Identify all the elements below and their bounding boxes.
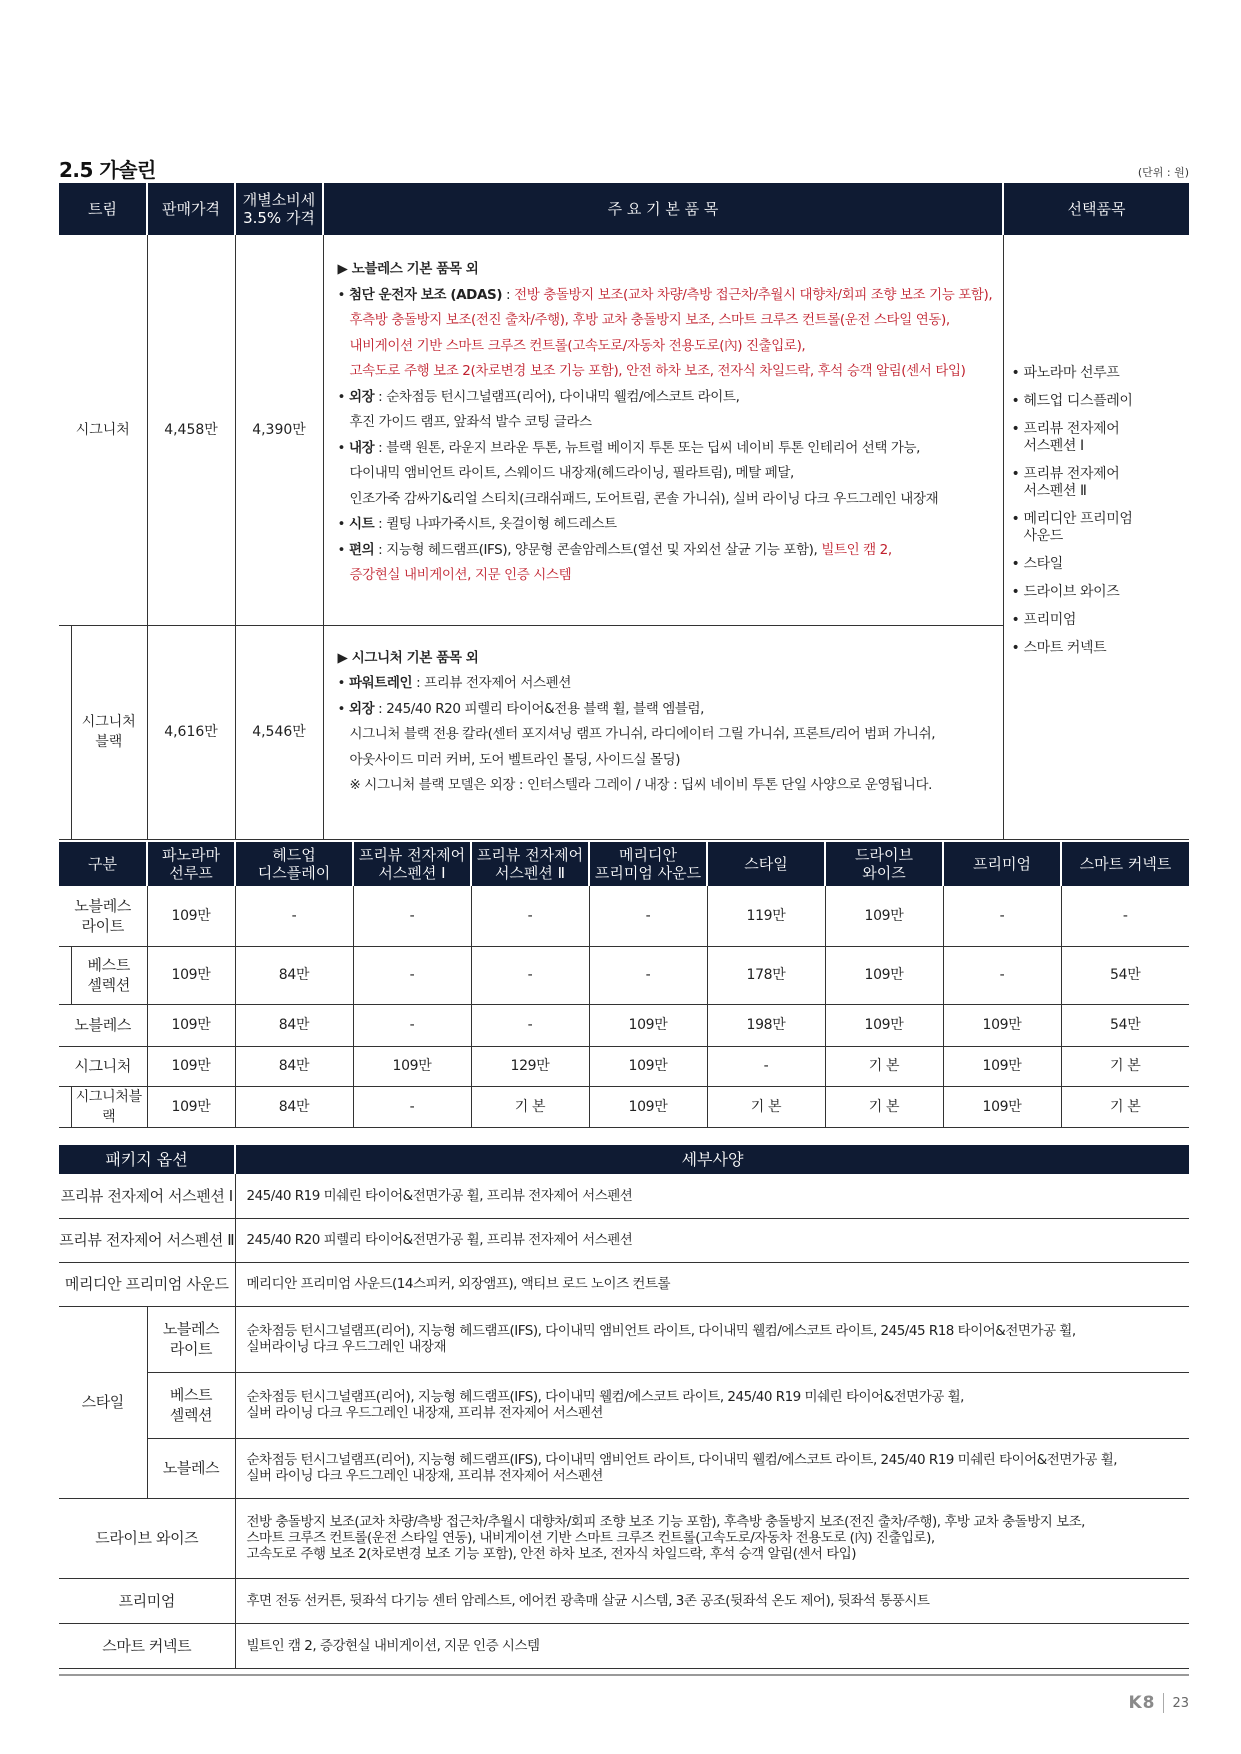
price-cell: 기 본 bbox=[707, 1086, 825, 1127]
price-cell: 109만 bbox=[943, 1046, 1061, 1086]
price-cell: 84만 bbox=[235, 1046, 353, 1086]
list-item: • 스타일 bbox=[1011, 556, 1063, 572]
list-item: • 프리미엄 bbox=[1011, 612, 1076, 628]
table-row bbox=[59, 1004, 1189, 1046]
options-list bbox=[1003, 235, 1189, 839]
table-row bbox=[59, 1372, 1189, 1438]
brand-logo: K8 bbox=[1128, 1693, 1164, 1713]
price-cell: - bbox=[353, 946, 471, 1004]
table-row bbox=[59, 1046, 1189, 1086]
trim-name: 시그니처 bbox=[59, 235, 147, 625]
price-cell: 109만 bbox=[825, 1004, 943, 1046]
package-detail: 순차점등 턴시그널램프(리어), 지능형 헤드램프(IFS), 다이내믹 웰컴/에스코트 라이트, 245/40 R19 미쉐린 타이어&전면가공 휠, 실버 라이닝 다크 우드그레인 내장재, 프리뷰 전자제어 서스펜션 bbox=[235, 1372, 1189, 1438]
col-ec-price: 개별소비세 3.5% 가격 bbox=[235, 183, 323, 235]
col-options: 선택품목 bbox=[1003, 183, 1189, 235]
price-cell: 109만 bbox=[147, 1004, 235, 1046]
page-number: 23 bbox=[1172, 1695, 1189, 1711]
table-row bbox=[59, 886, 1189, 946]
table-row bbox=[59, 1498, 1189, 1578]
package-name: 프리뷰 전자제어 서스펜션 Ⅰ bbox=[59, 1174, 235, 1218]
package-name: 스타일 bbox=[59, 1306, 147, 1498]
trim-price: 4,616만 bbox=[147, 625, 235, 839]
col-meridian: 메리디안 프리미엄 사운드 bbox=[589, 842, 707, 886]
price-cell: 109만 bbox=[943, 1004, 1061, 1046]
price-cell: 기 본 bbox=[471, 1086, 589, 1127]
price-cell: 기 본 bbox=[825, 1086, 943, 1127]
list-item: • 프리뷰 전자제어 서스펜션 Ⅱ bbox=[1011, 466, 1120, 499]
table-row bbox=[59, 1578, 1189, 1623]
trim-table bbox=[59, 183, 1189, 840]
package-detail: 245/40 R20 피렐리 타이어&전면가공 휠, 프리뷰 전자제어 서스펜션 bbox=[235, 1218, 1189, 1262]
table-row bbox=[59, 1086, 1189, 1127]
package-name: 프리뷰 전자제어 서스펜션 Ⅱ bbox=[59, 1218, 235, 1262]
price-cell: - bbox=[943, 886, 1061, 946]
price-cell: 119만 bbox=[707, 886, 825, 946]
price-cell: 129만 bbox=[471, 1046, 589, 1086]
price-cell: - bbox=[235, 886, 353, 946]
price-cell: 109만 bbox=[353, 1046, 471, 1086]
col-premium: 프리미엄 bbox=[943, 842, 1061, 886]
col-style: 스타일 bbox=[707, 842, 825, 886]
option-price-table bbox=[59, 842, 1189, 1128]
price-cell: 54만 bbox=[1061, 946, 1189, 1004]
list-item: • 메리디안 프리미엄 사운드 bbox=[1011, 511, 1133, 544]
list-item: • 스마트 커넥트 bbox=[1011, 640, 1107, 656]
option-price-header bbox=[59, 842, 1189, 886]
price-cell: - bbox=[707, 1046, 825, 1086]
table-row bbox=[59, 235, 1189, 625]
package-detail: 빌트인 캠 2, 증강현실 내비게이션, 지문 인증 시스템 bbox=[235, 1623, 1189, 1668]
price-cell: - bbox=[471, 1004, 589, 1046]
table-row bbox=[59, 1306, 1189, 1372]
package-sub-name: 노블레스 라이트 bbox=[147, 1306, 235, 1372]
unit-label: (단위 : 원) bbox=[1137, 166, 1189, 179]
list-item: • 헤드업 디스플레이 bbox=[1011, 393, 1133, 409]
price-cell: 기 본 bbox=[825, 1046, 943, 1086]
package-sub-name: 노블레스 bbox=[147, 1438, 235, 1498]
trim-features: ▶ 시그니처 기본 품목 외 • 파워트레인 : 프리뷰 전자제어 서스펜션 • 외장 : 245/40 R20 피렐리 타이어&전용 블랙 휠, 블랙 엠블럼, 시그니처 블랙 전용 칼라(센터 포지셔닝 램프 가니쉬, 라디에이터 그릴 가니쉬, 프론트/리어 범퍼 가니쉬, 아웃사이드 미러 커버, 도어 벨트라인 몰딩, 사이드실 몰딩) ※ 시그니처 블랙 모델은 외장 : 인터스텔라 그레이 / 내장 : 딥씨 네이비 투톤 단일 사양으로 운영됩니다. bbox=[323, 625, 1003, 839]
trim-price: 4,458만 bbox=[147, 235, 235, 625]
package-detail: 전방 충돌방지 보조(교차 차량/측방 접근차/추월시 대향차/회피 조향 보조 기능 포함), 후측방 충돌방지 보조(전진 출차/주행), 후방 교차 충돌방지 보조, 스마트 크루즈 컨트롤(운전 스타일 연동), 내비게이션 기반 스마트 크루즈 컨트롤(고속도로/자동차 전용도로 (內) 진출입로), 고속도로 주행 보조 2(차로변경 보조 기능 포함), 안전 하차 보조, 전자식 차일드락, 후석 승객 알림(센서 타입) bbox=[235, 1498, 1189, 1578]
trim-name: 시그니처 블랙 bbox=[59, 625, 147, 839]
row-label: 노블레스 라이트 bbox=[59, 886, 147, 946]
package-name: 프리미엄 bbox=[59, 1578, 235, 1623]
price-cell: 109만 bbox=[825, 886, 943, 946]
price-cell: 109만 bbox=[589, 1046, 707, 1086]
price-cell: - bbox=[353, 1086, 471, 1127]
price-cell: 109만 bbox=[147, 886, 235, 946]
price-cell: 기 본 bbox=[1061, 1046, 1189, 1086]
package-name: 스마트 커넥트 bbox=[59, 1623, 235, 1668]
price-cell: 54만 bbox=[1061, 1004, 1189, 1046]
table-row bbox=[59, 1623, 1189, 1668]
price-cell: 84만 bbox=[235, 1086, 353, 1127]
price-cell: - bbox=[1061, 886, 1189, 946]
price-cell: 109만 bbox=[147, 1086, 235, 1127]
package-detail: 후면 전동 선커튼, 뒷좌석 다기능 센터 암레스트, 에어컨 광촉매 살균 시스템, 3존 공조(뒷좌석 온도 제어), 뒷좌석 통풍시트 bbox=[235, 1578, 1189, 1623]
row-label: 노블레스 bbox=[59, 1004, 147, 1046]
price-cell: 109만 bbox=[589, 1086, 707, 1127]
price-cell: 109만 bbox=[825, 946, 943, 1004]
price-cell: - bbox=[589, 946, 707, 1004]
trim-features: ▶ 노블레스 기본 품목 외 • 첨단 운전자 보조 (ADAS) : 전방 충돌방지 보조(교차 차량/측방 접근차/추월시 대향차/회피 조향 보조 기능 포함), 후측방 충돌방지 보조(전진 출차/주행), 후방 교차 충돌방지 보조, 스마트 크루즈 컨트롤(운전 스타일 연동), 내비게이션 기반 스마트 크루즈 컨트롤(고속도로/자동차 전용도로(內) 진출입로), 고속도로 주행 보조 2(차로변경 보조 기능 포함), 안전 하차 보조, 전자식 차일드락, 후석 승객 알림(센서 타입) • 외장 : 순차점등 턴시그널램프(리어), 다이내믹 웰컴/에스코트 라이트, 후진 가이드 램프, 앞좌석 발수 코팅 글라스 • 내장 : 블랙 원톤, 라운지 브라운 투톤, 뉴트럴 베이지 투톤 또는 딥씨 네이비 투톤 인테리어 선택 가능, 다이내믹 앰비언트 라이트, 스웨이드 내장재(헤드라이닝, 필라트림), 메탈 페달, 인조가죽 감싸기&리얼 스티치(크래쉬패드, 도어트림, 콘솔 가니쉬), 실버 라이닝 다크 우드그레인 내장재 • 시트 : 퀼팅 나파가죽시트, 옷걸이형 헤드레스트 • 편의 : 지능형 헤드램프(IFS), 양문형 콘솔암레스트(열선 및 자외선 살균 기능 포함), 빌트인 캠 2, 증강현실 내비게이션, 지문 인증 시스템 bbox=[323, 235, 1003, 625]
col-category: 구분 bbox=[59, 842, 147, 886]
price-cell: - bbox=[471, 886, 589, 946]
col-panorama: 파노라마 선루프 bbox=[147, 842, 235, 886]
col-price: 판매가격 bbox=[147, 183, 235, 235]
row-label: 시그니처 bbox=[59, 1046, 147, 1086]
price-cell: - bbox=[471, 946, 589, 1004]
trim-ec-price: 4,546만 bbox=[235, 625, 323, 839]
table-row bbox=[59, 946, 1189, 1004]
list-item: • 파노라마 선루프 bbox=[1011, 365, 1120, 381]
package-header bbox=[59, 1145, 1189, 1174]
footer-divider bbox=[59, 1674, 1189, 1676]
table-row bbox=[59, 1174, 1189, 1218]
price-cell: 109만 bbox=[589, 1004, 707, 1046]
col-smart-connect: 스마트 커넥트 bbox=[1061, 842, 1189, 886]
section-title: 2.5 가솔린 bbox=[59, 158, 156, 182]
table-row bbox=[59, 1262, 1189, 1306]
package-sub-name: 베스트 셀렉션 bbox=[147, 1372, 235, 1438]
col-package: 패키지 옵션 bbox=[59, 1145, 235, 1174]
price-cell: 198만 bbox=[707, 1004, 825, 1046]
price-cell: 178만 bbox=[707, 946, 825, 1004]
package-name: 메리디안 프리미엄 사운드 bbox=[59, 1262, 235, 1306]
features-heading: ▶ 노블레스 기본 품목 외 bbox=[337, 261, 479, 277]
col-suspension-1: 프리뷰 전자제어 서스펜션 Ⅰ bbox=[353, 842, 471, 886]
row-label: 시그니처블랙 bbox=[59, 1086, 147, 1127]
row-label: 베스트 셀렉션 bbox=[59, 946, 147, 1004]
trim-ec-price: 4,390만 bbox=[235, 235, 323, 625]
price-cell: 84만 bbox=[235, 1004, 353, 1046]
package-table bbox=[59, 1145, 1189, 1669]
price-cell: 84만 bbox=[235, 946, 353, 1004]
list-item: • 드라이브 와이즈 bbox=[1011, 584, 1120, 600]
table-row bbox=[59, 1218, 1189, 1262]
col-hud: 헤드업 디스플레이 bbox=[235, 842, 353, 886]
section-header bbox=[59, 150, 1189, 180]
price-cell: 109만 bbox=[147, 1046, 235, 1086]
price-cell: - bbox=[943, 946, 1061, 1004]
price-cell: 기 본 bbox=[1061, 1086, 1189, 1127]
package-detail: 245/40 R19 미쉐린 타이어&전면가공 휠, 프리뷰 전자제어 서스펜션 bbox=[235, 1174, 1189, 1218]
price-cell: 109만 bbox=[147, 946, 235, 1004]
price-cell: - bbox=[353, 1004, 471, 1046]
price-cell: - bbox=[353, 886, 471, 946]
package-name: 드라이브 와이즈 bbox=[59, 1498, 235, 1578]
col-suspension-2: 프리뷰 전자제어 서스펜션 Ⅱ bbox=[471, 842, 589, 886]
col-detail: 세부사양 bbox=[235, 1145, 1189, 1174]
table-row bbox=[59, 1438, 1189, 1498]
col-drive-wise: 드라이브 와이즈 bbox=[825, 842, 943, 886]
price-cell: - bbox=[589, 886, 707, 946]
price-cell: 109만 bbox=[943, 1086, 1061, 1127]
col-main-items: 주 요 기 본 품 목 bbox=[323, 183, 1003, 235]
features-heading: ▶ 시그니처 기본 품목 외 bbox=[337, 649, 479, 666]
trim-table-header bbox=[59, 183, 1189, 235]
list-item: • 프리뷰 전자제어 서스펜션 Ⅰ bbox=[1011, 421, 1120, 454]
footer bbox=[1128, 1690, 1189, 1716]
package-detail: 순차점등 턴시그널램프(리어), 지능형 헤드램프(IFS), 다이내믹 앰비언트 라이트, 다이내믹 웰컴/에스코트 라이트, 245/45 R18 타이어&전면가공 휠, 실버라이닝 다크 우드그레인 내장재 bbox=[235, 1306, 1189, 1372]
col-trim: 트림 bbox=[59, 183, 147, 235]
package-detail: 순차점등 턴시그널램프(리어), 지능형 헤드램프(IFS), 다이내믹 앰비언트 라이트, 다이내믹 웰컴/에스코트 라이트, 245/40 R19 미쉐린 타이어&전면가공 휠, 실버 라이닝 다크 우드그레인 내장재, 프리뷰 전자제어 서스펜션 bbox=[235, 1438, 1189, 1498]
package-detail: 메리디안 프리미엄 사운드(14스피커, 외장앰프), 액티브 로드 노이즈 컨트롤 bbox=[235, 1262, 1189, 1306]
